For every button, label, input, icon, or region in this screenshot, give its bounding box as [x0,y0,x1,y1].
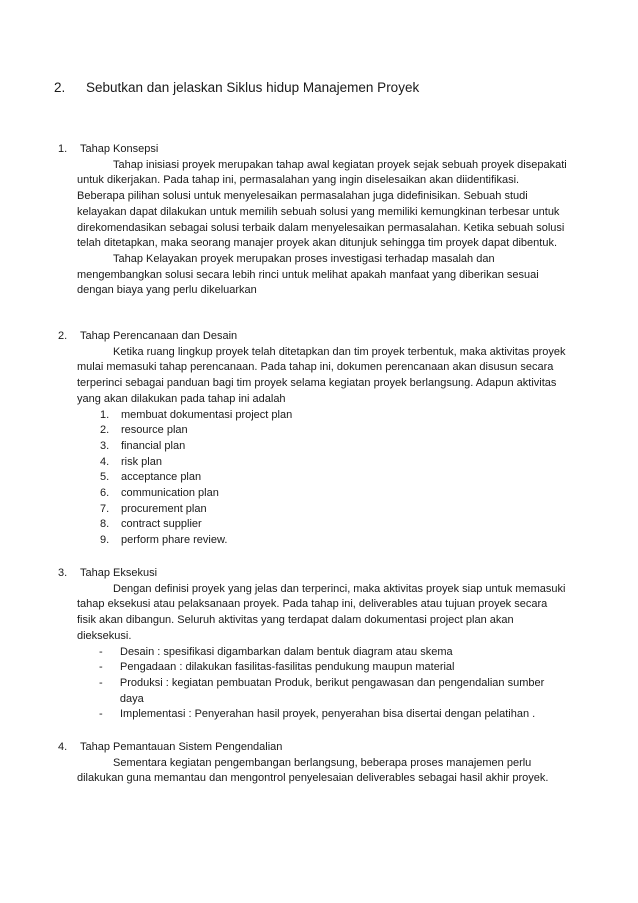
list-item: - Desain : spesifikasi digambarkan dalam bentuk diagram atau skema [99,645,453,658]
list-item: 9. perform phare review. [100,534,228,547]
section-title: Tahap Pemantauan Sistem Pengendalian [80,741,283,753]
list-item: 4. risk plan [100,455,162,468]
paragraph: Sementara kegiatan pengembangan berlangsung, beberapa proses manajemen perlu dilakukan guna memantau dan mengontrol penyelesaian deliverables sebagai hasil akhir proyek. [77,756,549,785]
numbered-list [100,408,568,549]
section-title: Tahap Konsepsi [80,143,159,155]
question-text: Sebutkan dan jelaskan Siklus hidup Manajemen Proyek [86,80,420,95]
section-number: 2. [58,330,68,342]
section-title: Tahap Eksekusi [80,567,158,579]
list-item: 8. contract supplier [100,518,202,531]
section-title: Tahap Perencanaan dan Desain [80,330,238,342]
section-number: 1. [58,143,68,155]
list-item: 6. communication plan [100,487,219,500]
paragraph: Tahap Kelayakan proyek merupakan proses investigasi terhadap masalah dan mengembangkan solusi secara lebih rinci untuk melihat apakah manfaat yang diberikan sesuai dengan biaya yang perlu dikeluarkan [77,252,539,297]
list-item: 2. resource plan [100,424,188,437]
list-item: 5. acceptance plan [100,471,202,484]
question-number: 2. [54,80,66,95]
section-perencanaan [58,329,568,549]
section-number: 3. [58,567,68,579]
section-pemantauan [58,740,568,787]
section-number: 4. [58,741,68,753]
list-item: 1. membuat dokumentasi project plan [100,408,293,421]
paragraph: Tahap inisiasi proyek merupakan tahap awal kegiatan proyek sejak sebuah proyek disepakati untuk dikerjakan. Pada tahap ini, permasalahan yang ingin diselesaikan akan diidentifikasi. Beberapa pilihan solusi untuk menyelesaikan permasalahan juga didefinisikan. Sebuah studi kelayakan dapat dilakukan untuk memilih sebuah solusi yang memiliki kemungkinan terbesar untuk direkomendasikan sebagai solusi terbaik dalam menyelesaikan permasalahan. Ketika sebuah solusi telah ditetapkan, maka seorang manajer proyek akan ditunjuk sehingga tim proyek dapat dibentuk. [77,158,567,250]
list-item: - Implementasi : Penyerahan hasil proyek, penyerahan bisa disertai dengan pelatihan . [99,708,536,721]
list-item: - Pengadaan : dilakukan fasilitas-fasilitas pendukung maupun material [99,661,455,674]
question-heading [54,80,419,95]
section-eksekusi [58,566,568,723]
list-item: - Produksi : kegiatan pembuatan Produk, berikut pengawasan dan pengendalian sumber daya [99,676,545,705]
paragraph: Ketika ruang lingkup proyek telah ditetapkan dan tim proyek terbentuk, maka aktivitas proyek mulai memasuki tahap perencanaan. Pada tahap ini, dokumen perencanaan akan disusun secara terperinci sebagai panduan bagi tim proyek selama kegiatan proyek berlangsung. Adapun aktivitas yang akan dilakukan pada tahap ini adalah [77,345,566,405]
section-konsepsi [58,142,568,299]
list-item: 3. financial plan [100,439,186,452]
paragraph: Dengan definisi proyek yang jelas dan terperinci, maka aktivitas proyek siap untuk memasuki tahap eksekusi atau pelaksanaan proyek. Pada tahap ini, deliverables atau tujuan proyek secara fisik akan dibangun. Seluruh aktivitas yang terdapat dalam dokumentasi project plan akan dieksekusi. [77,582,566,642]
dash-list [99,645,568,724]
list-item: 7. procurement plan [100,502,207,515]
